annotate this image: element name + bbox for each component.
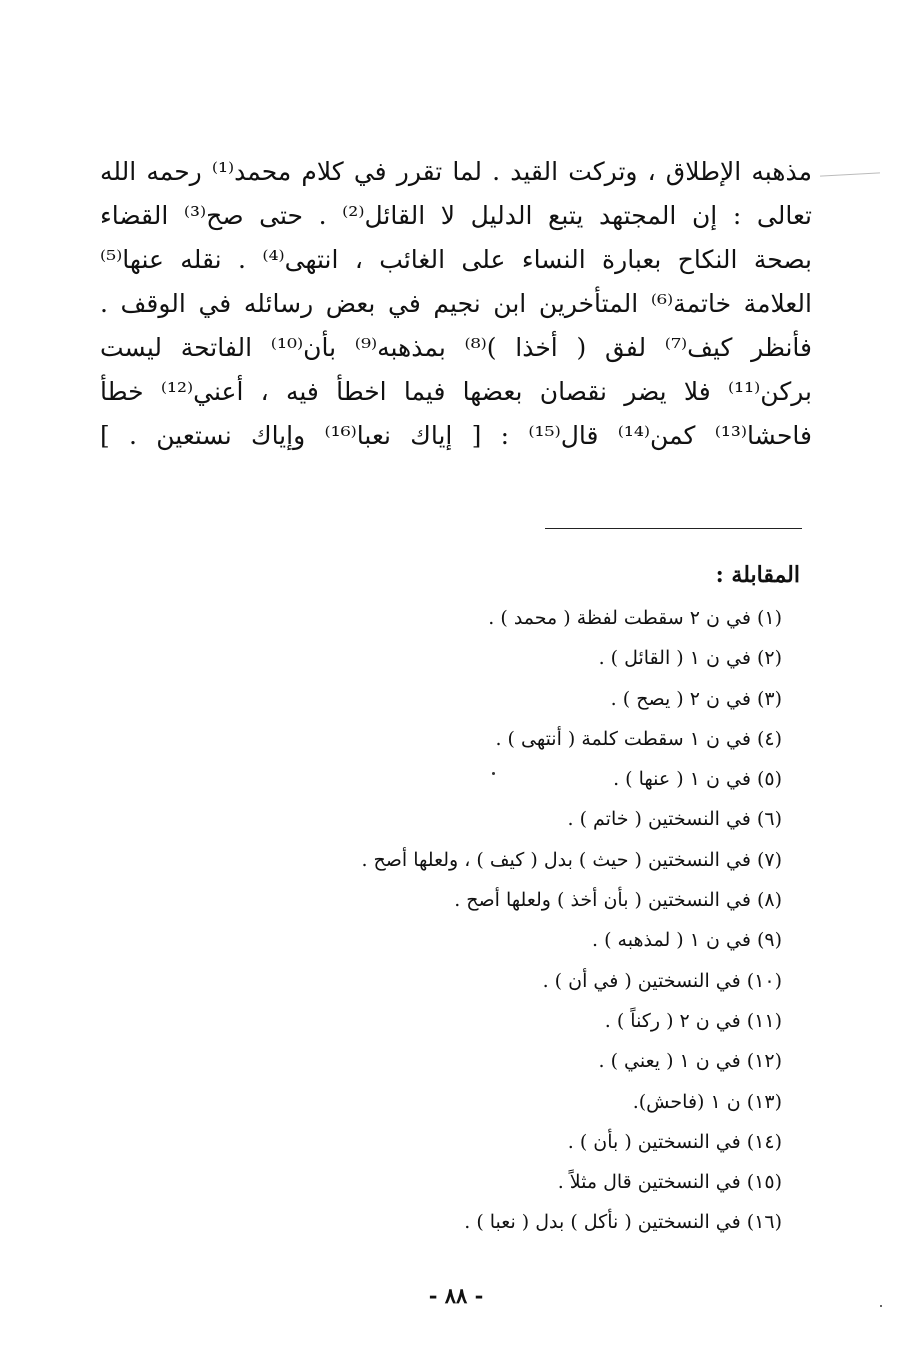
- footnote-item: (٦) في النسختين ( خاتم ) .: [567, 808, 782, 831]
- footnote-item: (١١) في ن ٢ ( ركناً ) .: [604, 1009, 782, 1032]
- footnote-item: (٣) في ن ٢ ( يصح ) .: [610, 687, 782, 710]
- footnote-item: (١٠) في النسختين ( في أن ) .: [542, 969, 782, 992]
- footnote-item: (٢) في ن ١ ( القائل ) .: [598, 647, 782, 670]
- footnote-item: (١٤) في النسختين ( بأن ) .: [567, 1130, 782, 1153]
- notes-heading: المقابلة :: [715, 562, 800, 588]
- main-text: [100, 150, 812, 458]
- footnote-item: (١) في ن ٢ سقطت لفظة ( محمد ) .: [488, 607, 782, 629]
- footnote-item: (١٦) في النسختين ( نأكل ) بدل ( نعبا ) .: [464, 1211, 782, 1234]
- page-number: - ٨٨ -: [428, 1283, 484, 1308]
- footnote-item: (١٣) ن ١ (فاحش).: [632, 1090, 782, 1113]
- margin-mark: [820, 172, 880, 176]
- footnote-divider: [545, 528, 802, 529]
- main-text-line: تعالى : إن المجتهد يتبع الدليل لا القائل⁽²⁾ . حتى صح⁽³⁾ القضاء: [100, 201, 812, 230]
- footnote-item: (٤) في ن ١ سقطت كلمة ( أنتهى ) .: [495, 727, 782, 750]
- footnote-item: (١٢) في ن ١ ( يعني ) .: [598, 1050, 782, 1073]
- footnote-item: (٩) في ن ١ ( لمذهبه ) .: [592, 929, 782, 952]
- main-text-line: بصحة النكاح بعبارة النساء على الغائب ، انتهى⁽⁴⁾ . نقله عنها⁽⁵⁾: [100, 245, 813, 274]
- footnote-item: (١٥) في النسختين قال مثلاً .: [557, 1171, 782, 1194]
- main-text-line: فأنظر كيف⁽⁷⁾ لفق ( أخذا )⁽⁸⁾ بمذهبه⁽⁹⁾ بأن⁽¹⁰⁾ الفاتحة ليست: [100, 333, 813, 362]
- main-text-line: مذهبه الإطلاق ، وتركت القيد . لما تقرر في كلام محمد⁽¹⁾ رحمه الله: [100, 157, 812, 186]
- footnote-list: [182, 602, 782, 1247]
- main-text-line: العلامة خاتمة⁽⁶⁾ المتأخرين ابن نجيم في بعض رسائله في الوقف .: [100, 289, 812, 318]
- main-text-line: بركن⁽¹¹⁾ فلا يضر نقصان بعضها فيما اخطأ فيه ، أعني⁽¹²⁾ خطأ: [100, 377, 812, 406]
- footnote-item: (٥) في ن ١ ( عنها ) .: [613, 768, 782, 791]
- scan-speck: [492, 772, 495, 775]
- main-text-line: فاحشا⁽¹³⁾ كمن⁽¹⁴⁾ قال⁽¹⁵⁾ : [ إياك نعبا⁽¹⁶⁾ وإياك نستعين . ]: [100, 421, 812, 450]
- footnote-item: (٧) في النسختين ( حيث ) بدل ( كيف ) ، ولعلها أصح .: [361, 848, 782, 871]
- footnote-item: (٨) في النسختين ( بأن أخذ ) ولعلها أصح .: [454, 889, 782, 912]
